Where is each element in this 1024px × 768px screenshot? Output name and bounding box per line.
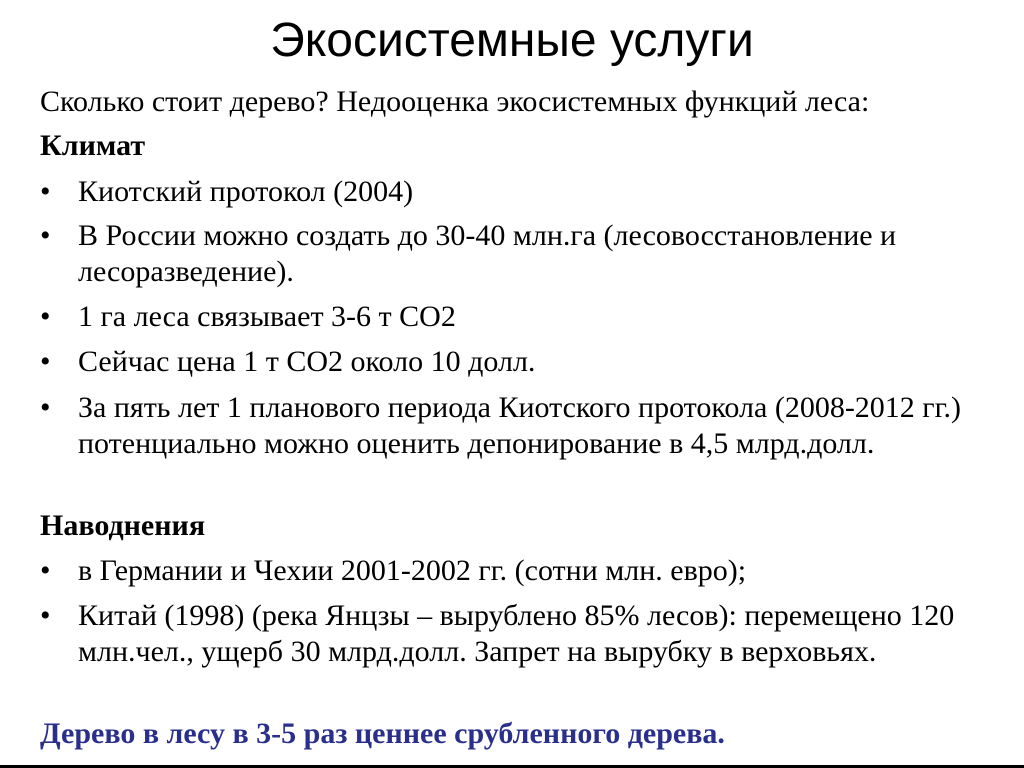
bullet-marker: • [40, 219, 51, 252]
intro-text: Сколько стоит дерево? Недооценка экосистемных функций леса: [40, 85, 870, 118]
slide-title: Экосистемные услуги [270, 14, 754, 67]
section-heading-floods: Наводнения [40, 509, 206, 542]
bullet-marker: • [40, 554, 51, 587]
conclusion-text: Дерево в лесу в 3-5 раз ценнее срубленного дерева. [40, 717, 725, 750]
bullet-item: За пять лет 1 планового периода Киотского протокола (2008-2012 гг.) потенциально можно оценить депонирование в 4,5 млрд.долл. [78, 391, 962, 460]
bullet-marker: • [40, 391, 51, 424]
bullet-item: В России можно создать до 30-40 млн.га (лесовосстановление и лесоразведение). [78, 219, 897, 288]
bullet-marker: • [40, 599, 51, 632]
bullet-item: Китай (1998) (река Янцзы – вырублено 85% лесов): перемещено 120 млн.чел., ущерб 30 млрд.долл. Запрет на вырубку в верховьях. [78, 599, 955, 668]
bullet-marker: • [40, 175, 51, 208]
bullet-item: в Германии и Чехии 2001-2002 гг. (сотни млн. евро); [78, 554, 747, 587]
section-heading-climate: Климат [40, 129, 146, 162]
bullet-item: Киотский протокол (2004) [78, 175, 414, 208]
bullet-marker: • [40, 300, 51, 333]
bullet-item: 1 га леса связывает 3-6 т СО2 [78, 300, 456, 333]
bullet-marker: • [40, 345, 51, 378]
bullet-item: Сейчас цена 1 т СО2 около 10 долл. [78, 345, 536, 378]
